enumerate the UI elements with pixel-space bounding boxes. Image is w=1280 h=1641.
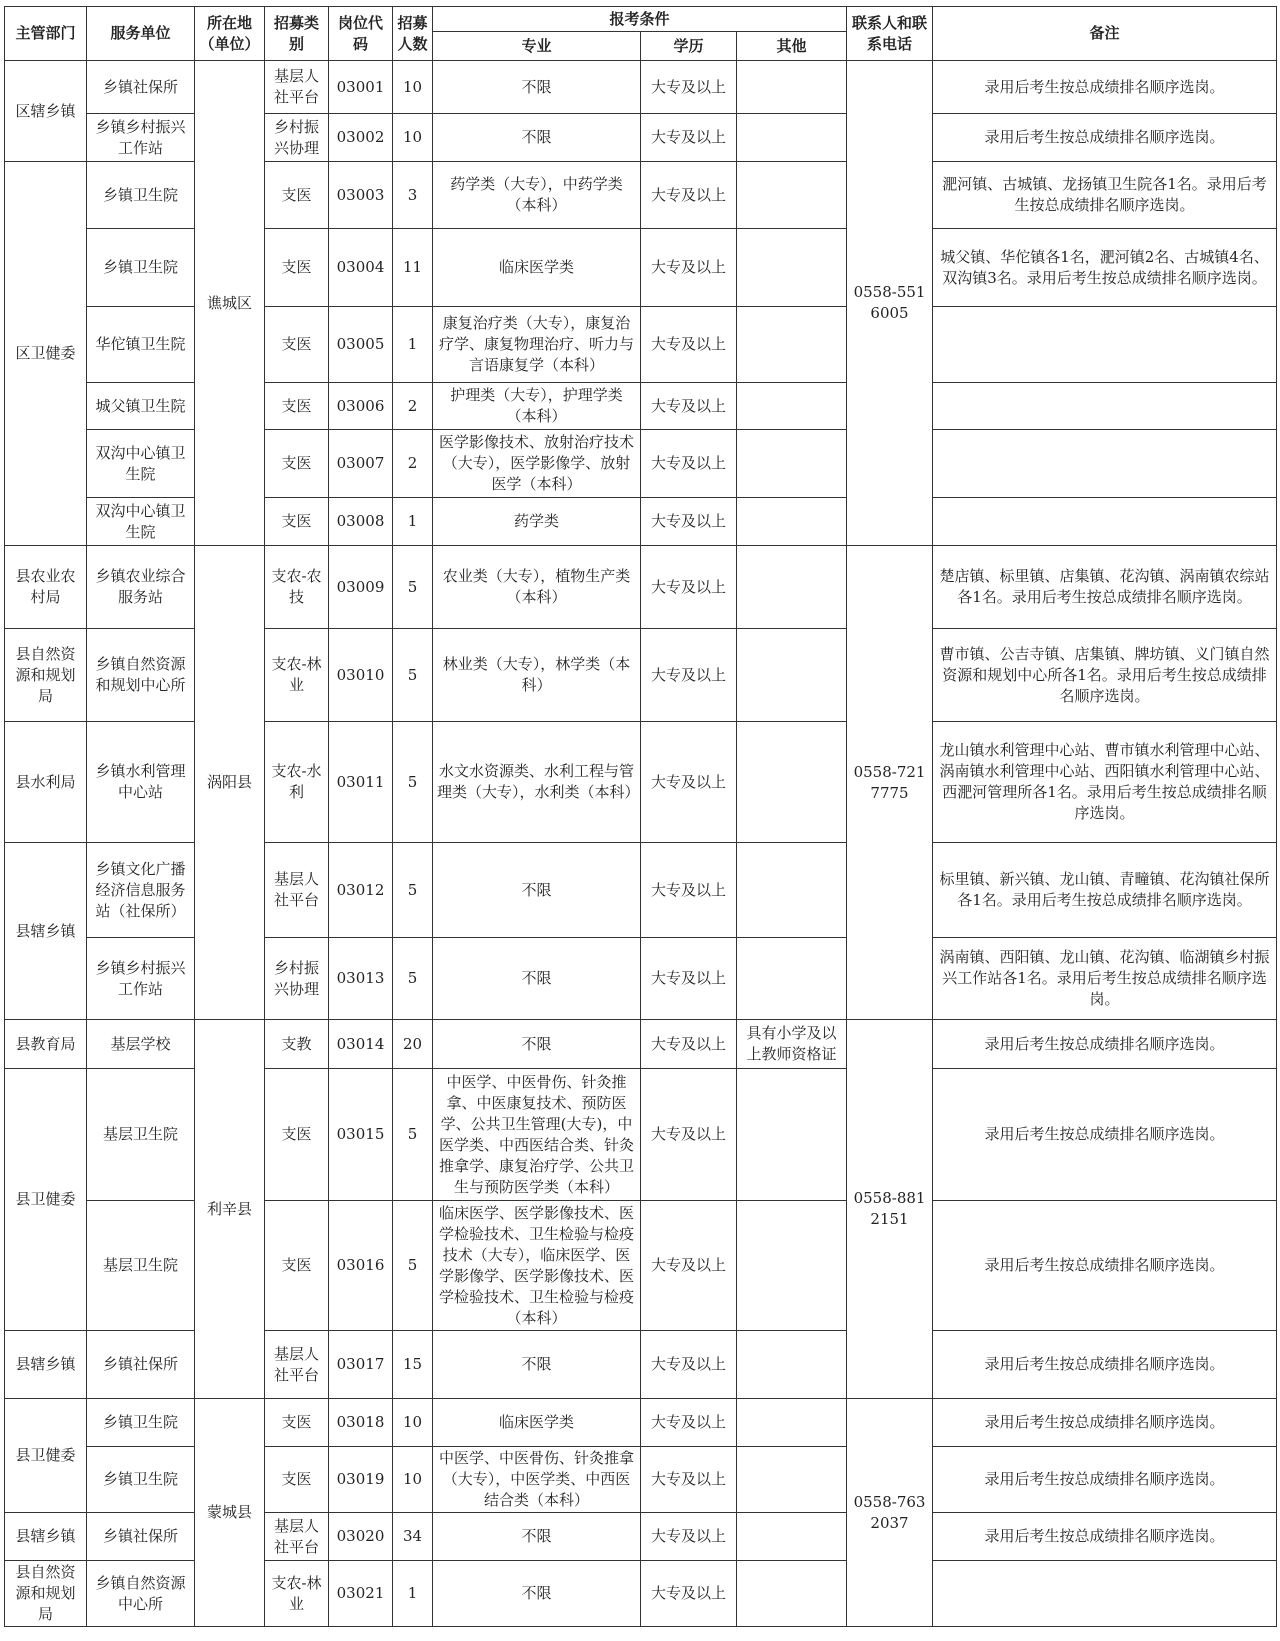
cell-category: 基层人社平台: [265, 843, 329, 938]
cell-other: [737, 307, 847, 383]
cell-unit: 乡镇农业综合服务站: [87, 546, 195, 629]
header-category: 招募类别: [265, 7, 329, 61]
cell-dept: 区辖乡镇: [5, 61, 87, 162]
header-count: 招募人数: [393, 7, 433, 61]
cell-major: 不限: [433, 1513, 641, 1561]
cell-count: 1: [393, 1561, 433, 1627]
cell-count: 1: [393, 498, 433, 546]
cell-major: 不限: [433, 61, 641, 114]
cell-unit: 双沟中心镇卫生院: [87, 430, 195, 498]
cell-major: 中医学、中医骨伤、针灸推拿（大专），中医学类、中西医结合类（本科）: [433, 1447, 641, 1513]
cell-major: 药学类: [433, 498, 641, 546]
cell-dept: 县水利局: [5, 722, 87, 843]
cell-category: 支医: [265, 1201, 329, 1331]
cell-education: 大专及以上: [641, 722, 737, 843]
cell-category: 基层人社平台: [265, 1513, 329, 1561]
cell-count: 10: [393, 1447, 433, 1513]
cell-other: [737, 938, 847, 1020]
header-major: 专业: [433, 32, 641, 61]
cell-dept: 县农业农村局: [5, 546, 87, 629]
cell-education: 大专及以上: [641, 629, 737, 722]
cell-remark: 淝河镇、古城镇、龙扬镇卫生院各1名。录用后考生按总成绩排名顺序选岗。: [933, 162, 1277, 229]
cell-location: 蒙城县: [195, 1399, 265, 1627]
cell-education: 大专及以上: [641, 307, 737, 383]
header-remark: 备注: [933, 7, 1277, 61]
cell-code: 03013: [329, 938, 393, 1020]
cell-other: [737, 162, 847, 229]
header-contact: 联系人和联系电话: [847, 7, 933, 61]
cell-remark: 龙山镇水利管理中心站、曹市镇水利管理中心站、涡南镇水利管理中心站、西阳镇水利管理中心站、西淝河管理所各1名。录用后考生按总成绩排名顺序选岗。: [933, 722, 1277, 843]
cell-education: 大专及以上: [641, 843, 737, 938]
cell-other: [737, 1331, 847, 1399]
cell-major: 临床医学类: [433, 1399, 641, 1447]
cell-dept: 县卫健委: [5, 1399, 87, 1513]
cell-count: 5: [393, 843, 433, 938]
cell-remark: [933, 430, 1277, 498]
cell-code: 03010: [329, 629, 393, 722]
cell-unit: 乡镇自然资源中心所: [87, 1561, 195, 1627]
cell-education: 大专及以上: [641, 1069, 737, 1201]
cell-unit: 乡镇自然资源和规划中心所: [87, 629, 195, 722]
cell-major: 护理类（大专），护理学类（本科）: [433, 383, 641, 430]
cell-other: [737, 722, 847, 843]
cell-unit: 华佗镇卫生院: [87, 307, 195, 383]
recruitment-table: [4, 6, 1277, 1627]
cell-education: 大专及以上: [641, 498, 737, 546]
cell-unit: 乡镇社保所: [87, 1331, 195, 1399]
cell-code: 03019: [329, 1447, 393, 1513]
cell-contact: 0558-8812151: [847, 1020, 933, 1399]
table-row: [5, 1399, 1277, 1447]
cell-education: 大专及以上: [641, 546, 737, 629]
cell-other: [737, 1447, 847, 1513]
cell-remark: [933, 1561, 1277, 1627]
cell-major: 药学类（大专），中药学类（本科）: [433, 162, 641, 229]
cell-count: 2: [393, 383, 433, 430]
cell-count: 5: [393, 546, 433, 629]
cell-count: 11: [393, 229, 433, 307]
cell-major: 医学影像技术、放射治疗技术（大专），医学影像学、放射医学（本科）: [433, 430, 641, 498]
cell-unit: 乡镇乡村振兴工作站: [87, 938, 195, 1020]
cell-dept: 县卫健委: [5, 1069, 87, 1331]
cell-dept: 县辖乡镇: [5, 843, 87, 1020]
cell-code: 03006: [329, 383, 393, 430]
cell-count: 10: [393, 114, 433, 162]
cell-education: 大专及以上: [641, 1513, 737, 1561]
cell-code: 03007: [329, 430, 393, 498]
cell-unit: 乡镇水利管理中心站: [87, 722, 195, 843]
cell-code: 03012: [329, 843, 393, 938]
header-other: 其他: [737, 32, 847, 61]
cell-category: 支医: [265, 307, 329, 383]
cell-unit: 乡镇卫生院: [87, 1447, 195, 1513]
cell-other: [737, 498, 847, 546]
cell-education: 大专及以上: [641, 61, 737, 114]
cell-remark: 录用后考生按总成绩排名顺序选岗。: [933, 1201, 1277, 1331]
cell-remark: [933, 383, 1277, 430]
cell-remark: 标里镇、新兴镇、龙山镇、青疃镇、花沟镇社保所各1名。录用后考生按总成绩排名顺序选岗。: [933, 843, 1277, 938]
cell-category: 乡村振兴协理: [265, 938, 329, 1020]
cell-count: 15: [393, 1331, 433, 1399]
cell-other: [737, 843, 847, 938]
cell-education: 大专及以上: [641, 1020, 737, 1069]
cell-other: [737, 61, 847, 114]
cell-education: 大专及以上: [641, 114, 737, 162]
cell-remark: 城父镇、华佗镇各1名，淝河镇2名、古城镇4名、双沟镇3名。录用后考生按总成绩排名顺序选岗。: [933, 229, 1277, 307]
cell-remark: 录用后考生按总成绩排名顺序选岗。: [933, 1020, 1277, 1069]
cell-contact: 0558-7217775: [847, 546, 933, 1020]
cell-other: [737, 1399, 847, 1447]
cell-count: 5: [393, 722, 433, 843]
cell-major: 中医学、中医骨伤、针灸推拿、中医康复技术、预防医学、公共卫生管理(大专)，中医学类、中西医结合类、针灸推拿学、康复治疗学、公共卫生与预防医学类（本科）: [433, 1069, 641, 1201]
cell-code: 03017: [329, 1331, 393, 1399]
cell-category: 支农-水利: [265, 722, 329, 843]
cell-code: 03015: [329, 1069, 393, 1201]
cell-major: 农业类（大专），植物生产类（本科）: [433, 546, 641, 629]
cell-remark: 录用后考生按总成绩排名顺序选岗。: [933, 61, 1277, 114]
cell-category: 支医: [265, 498, 329, 546]
header-education: 学历: [641, 32, 737, 61]
cell-unit: 乡镇卫生院: [87, 229, 195, 307]
cell-education: 大专及以上: [641, 1561, 737, 1627]
cell-count: 10: [393, 61, 433, 114]
cell-other: [737, 546, 847, 629]
cell-category: 基层人社平台: [265, 61, 329, 114]
cell-unit: 乡镇社保所: [87, 1513, 195, 1561]
cell-major: 不限: [433, 938, 641, 1020]
top-margin: [0, 0, 1280, 5]
cell-remark: 录用后考生按总成绩排名顺序选岗。: [933, 1513, 1277, 1561]
cell-code: 03011: [329, 722, 393, 843]
cell-category: 支医: [265, 1069, 329, 1201]
cell-dept: 县自然资源和规划局: [5, 629, 87, 722]
cell-remark: [933, 307, 1277, 383]
cell-remark: 录用后考生按总成绩排名顺序选岗。: [933, 1399, 1277, 1447]
cell-major: 不限: [433, 1020, 641, 1069]
cell-major: 临床医学类: [433, 229, 641, 307]
cell-unit: 基层卫生院: [87, 1069, 195, 1201]
cell-education: 大专及以上: [641, 1331, 737, 1399]
cell-unit: 乡镇卫生院: [87, 162, 195, 229]
cell-category: 支农-林业: [265, 629, 329, 722]
cell-education: 大专及以上: [641, 1399, 737, 1447]
cell-category: 支农-农技: [265, 546, 329, 629]
cell-code: 03003: [329, 162, 393, 229]
cell-dept: 区卫健委: [5, 162, 87, 546]
cell-count: 20: [393, 1020, 433, 1069]
cell-count: 1: [393, 307, 433, 383]
cell-code: 03005: [329, 307, 393, 383]
cell-count: 2: [393, 430, 433, 498]
cell-other: [737, 1561, 847, 1627]
cell-unit: 乡镇乡村振兴工作站: [87, 114, 195, 162]
cell-major: 不限: [433, 1561, 641, 1627]
cell-count: 5: [393, 1201, 433, 1331]
cell-other: [737, 229, 847, 307]
header-dept: 主管部门: [5, 7, 87, 61]
cell-dept: 县教育局: [5, 1020, 87, 1069]
cell-unit: 双沟中心镇卫生院: [87, 498, 195, 546]
cell-other: [737, 1069, 847, 1201]
cell-major: 不限: [433, 114, 641, 162]
cell-category: 支农-林业: [265, 1561, 329, 1627]
cell-major: 临床医学、医学影像技术、医学检验技术、卫生检验与检疫技术（大专），临床医学、医学影像学、医学影像技术、医学检验技术、卫生检验与检疫（本科）: [433, 1201, 641, 1331]
cell-category: 乡村振兴协理: [265, 114, 329, 162]
cell-count: 5: [393, 938, 433, 1020]
cell-dept: 县辖乡镇: [5, 1331, 87, 1399]
cell-unit: 乡镇卫生院: [87, 1399, 195, 1447]
cell-other: [737, 114, 847, 162]
cell-category: 基层人社平台: [265, 1331, 329, 1399]
cell-code: 03004: [329, 229, 393, 307]
cell-code: 03002: [329, 114, 393, 162]
header-conditions: 报考条件: [433, 7, 847, 32]
cell-major: 林业类（大专），林学类（本科）: [433, 629, 641, 722]
cell-category: 支医: [265, 430, 329, 498]
cell-other: [737, 430, 847, 498]
cell-code: 03008: [329, 498, 393, 546]
cell-remark: 楚店镇、标里镇、店集镇、花沟镇、涡南镇农综站各1名。录用后考生按总成绩排名顺序选岗。: [933, 546, 1277, 629]
cell-code: 03014: [329, 1020, 393, 1069]
cell-count: 34: [393, 1513, 433, 1561]
cell-unit: 乡镇文化广播经济信息服务站（社保所）: [87, 843, 195, 938]
cell-remark: 曹市镇、公吉寺镇、店集镇、牌坊镇、义门镇自然资源和规划中心所各1名。录用后考生按总成绩排名顺序选岗。: [933, 629, 1277, 722]
cell-unit: 基层学校: [87, 1020, 195, 1069]
cell-major: 水文水资源类、水利工程与管理类（大专），水利类（本科）: [433, 722, 641, 843]
cell-contact: 0558-7632037: [847, 1399, 933, 1627]
cell-code: 03018: [329, 1399, 393, 1447]
table-row: [5, 546, 1277, 629]
cell-remark: 录用后考生按总成绩排名顺序选岗。: [933, 1447, 1277, 1513]
cell-category: 支医: [265, 1447, 329, 1513]
cell-category: 支医: [265, 229, 329, 307]
header-location: 所在地（单位）: [195, 7, 265, 61]
cell-location: 谯城区: [195, 61, 265, 546]
cell-count: 10: [393, 1399, 433, 1447]
cell-education: 大专及以上: [641, 383, 737, 430]
cell-unit: 基层卫生院: [87, 1201, 195, 1331]
table-row: [5, 1020, 1277, 1069]
table-row: [5, 61, 1277, 114]
cell-other: [737, 383, 847, 430]
cell-major: 康复治疗类（大专），康复治疗学、康复物理治疗、听力与言语康复学（本科）: [433, 307, 641, 383]
cell-contact: 0558-5516005: [847, 61, 933, 546]
cell-remark: 录用后考生按总成绩排名顺序选岗。: [933, 1331, 1277, 1399]
cell-location: 涡阳县: [195, 546, 265, 1020]
cell-education: 大专及以上: [641, 938, 737, 1020]
cell-location: 利辛县: [195, 1020, 265, 1399]
header-code: 岗位代码: [329, 7, 393, 61]
cell-unit: 乡镇社保所: [87, 61, 195, 114]
cell-other: [737, 629, 847, 722]
cell-count: 5: [393, 629, 433, 722]
cell-remark: 录用后考生按总成绩排名顺序选岗。: [933, 1069, 1277, 1201]
cell-other: [737, 1201, 847, 1331]
cell-unit: 城父镇卫生院: [87, 383, 195, 430]
cell-category: 支医: [265, 383, 329, 430]
cell-code: 03016: [329, 1201, 393, 1331]
cell-code: 03001: [329, 61, 393, 114]
cell-code: 03020: [329, 1513, 393, 1561]
cell-code: 03009: [329, 546, 393, 629]
cell-remark: 录用后考生按总成绩排名顺序选岗。: [933, 114, 1277, 162]
cell-other: [737, 1513, 847, 1561]
cell-remark: [933, 498, 1277, 546]
header-unit: 服务单位: [87, 7, 195, 61]
cell-dept: 县自然资源和规划局: [5, 1561, 87, 1627]
cell-category: 支医: [265, 162, 329, 229]
cell-education: 大专及以上: [641, 162, 737, 229]
cell-count: 3: [393, 162, 433, 229]
cell-education: 大专及以上: [641, 229, 737, 307]
cell-remark: 涡南镇、西阳镇、龙山镇、花沟镇、临湖镇乡村振兴工作站各1名。录用后考生按总成绩排名顺序选岗。: [933, 938, 1277, 1020]
cell-code: 03021: [329, 1561, 393, 1627]
cell-other: 具有小学及以上教师资格证: [737, 1020, 847, 1069]
header-row-1: [5, 7, 1277, 32]
cell-education: 大专及以上: [641, 1447, 737, 1513]
cell-category: 支医: [265, 1399, 329, 1447]
cell-major: 不限: [433, 1331, 641, 1399]
cell-education: 大专及以上: [641, 430, 737, 498]
cell-count: 5: [393, 1069, 433, 1201]
cell-category: 支教: [265, 1020, 329, 1069]
cell-major: 不限: [433, 843, 641, 938]
cell-dept: 县辖乡镇: [5, 1513, 87, 1561]
cell-education: 大专及以上: [641, 1201, 737, 1331]
